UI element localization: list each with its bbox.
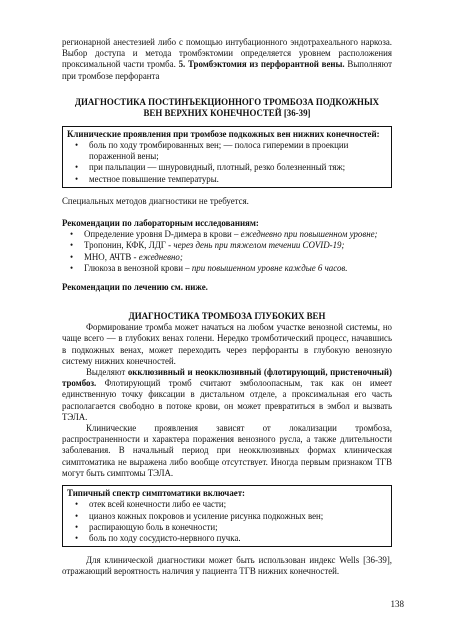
bullet-icon: • [75,499,79,510]
bullet-icon: • [75,532,79,543]
symptoms-box [62,485,392,547]
document-page [62,37,392,578]
lab-item-note: – ежедневно при повышенном уровне; [234,229,378,240]
lab-item-text: Тропонин, КФК, ЛДГ [84,240,169,251]
list-item-text: местное повышение температуры. [89,173,219,184]
lab-item-note: – при повышенном уровне каждые 6 часов. [185,262,348,273]
lab-item-text: МНО, АЧТВ [84,251,134,262]
list-item [67,140,387,162]
bullet-icon: • [70,229,74,240]
dvt-paragraph-2 [62,367,392,423]
no-special-methods: Специальных методов диагностики не требуется. [62,195,249,206]
dvt-paragraph-1: Формирование тромба может начаться на любом участке венозной системы, но чаще всего — в глубоких венах голени. Нередко тромботический процесс, начавшись в подкожных венах, может переходить через перфоранты в глубокую венозную систему нижних конечностей. [62,322,392,366]
treatment-reference: Рекомендации по лечению см. ниже. [62,282,208,293]
page-number: 138 [390,599,404,609]
lab-item-note: - ежедневно; [133,251,183,262]
list-item-text: при пальпации — шнуровидный, плотный, резко болезненный тяж; [89,162,346,173]
bullet-icon: • [75,521,79,532]
section2-title: ДИАГНОСТИКА ТРОМБОЗА ГЛУБОКИХ ВЕН [128,311,326,322]
wells-paragraph: Для клинической диагностики может быть использован индекс Wells [36-39], отражающий вероятность наличия у пациента ТГВ нижних конечностей. [62,555,392,577]
intro-paragraph [62,37,392,82]
dvt-paragraph-3: Клинические проявления зависят от локализации тромбоза, распространенности и характера поражения венозного русла, а также длительности заболевания. В начальный период при неокклюзивных формах клиническая симптоматика не выражена либо вообще отсутствует. Иногда первым признаком ТГВ могут быть симптомы ТЭЛА. [62,423,392,478]
list-item-text: отек всей конечности либо ее части; [89,499,227,510]
symptoms-list [67,499,387,544]
intro-text: регионарной анестезией либо с помощью интубационного эндотрахеального наркоза. Выбор доступа и метода тромбэктомии определяется уровнем расположения проксимальной части тромба. [62,37,392,70]
bullet-icon: • [75,173,79,184]
clinical-signs-title: Клинические проявления при тромбозе подкожных вен нижних конечностей: [67,128,380,139]
paragraph-text: Выделяют [86,367,128,378]
lab-recommendations-title: Рекомендации по лабораторным исследованиям: [62,218,259,229]
list-item [67,174,387,185]
section1-title: ДИАГНОСТИКА ПОСТИНЪЕКЦИОННОГО ТРОМБОЗА ПОДКОЖНЫХ ВЕН ВЕРХНИХ КОНЕЧНОСТЕЙ [36-39] [74,96,380,118]
list-item-text: цианоз кожных покровов и усиление рисунка подкожных вен; [89,510,324,521]
list-item-text: распирающую боль в конечности; [89,521,218,532]
paragraph-text: Флотирующий тромб считают эмболоопасным, так как он имеет единственную точку фиксации в дистальном отделе, а проксимальная его часть располагается свободно в потоке крови, он может превратиться в эмбол и вызвать ТЭЛА. [62,378,392,422]
list-item [62,240,392,251]
list-item [62,263,392,274]
list-item-text: боль по ходу тромбированных вен; — полоса гиперемии в проекции пораженной вены; [89,140,349,162]
lab-item-text: Определение уровня D-димера в крови [84,229,234,240]
symptoms-title: Типичный спектр симптоматики включает: [67,488,246,499]
list-item [62,252,392,263]
list-item [67,533,387,544]
list-item [67,499,387,510]
clinical-signs-list [67,140,387,185]
list-item [67,511,387,522]
lab-list [62,229,392,274]
intro-bold-item: 5. Тромбэктомия из перфорантной вены. [178,59,345,70]
bullet-icon: • [75,140,79,151]
list-item [67,162,387,173]
bullet-icon: • [70,251,74,262]
bullet-icon: • [70,240,74,251]
list-item [67,522,387,533]
lab-item-note: - через день при тяжелом течении COVID-19; [168,240,345,251]
bullet-icon: • [70,262,74,273]
bullet-icon: • [75,162,79,173]
list-item [62,229,392,240]
bullet-icon: • [75,510,79,521]
clinical-signs-box [62,126,392,188]
paragraph-bold-text: окклюзивный и неокклюзивный (флотирующий, пристеночный) тромбоз. [62,367,392,389]
list-item-text: боль по ходу сосудисто-нервного пучка. [89,532,241,543]
intro-text-end: Выполняют при тромбозе перфоранта [62,59,393,81]
lab-item-text: Глюкоза в венозной крови [84,262,186,273]
